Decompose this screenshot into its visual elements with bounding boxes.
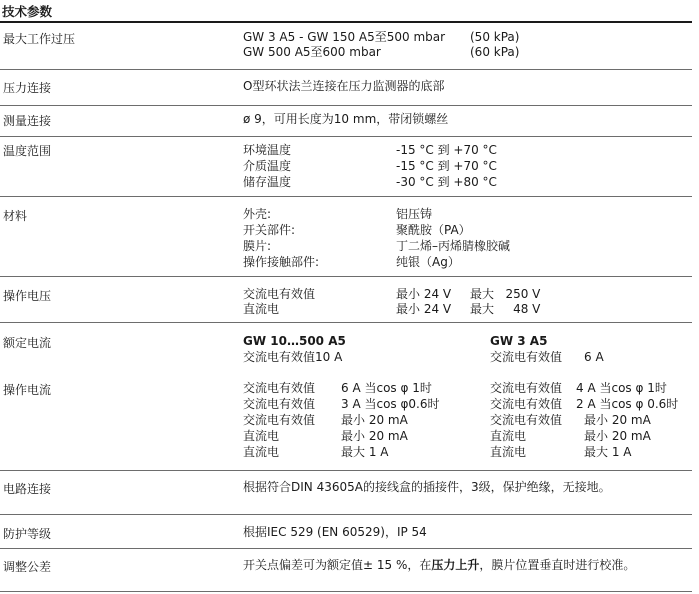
row-rated-current (0, 322, 692, 372)
row-label: 操作电流 (3, 383, 52, 397)
material-name-1: 外壳: (243, 207, 272, 221)
opcurrent-left-value-4: 最小 20 mA (341, 429, 408, 443)
row-pressure-connection (0, 69, 692, 106)
section-title: 技术参数 (2, 4, 53, 19)
voltage-max-2: 最大 48 V (470, 302, 541, 316)
opcurrent-right-value-3: 最小 20 mA (584, 413, 651, 427)
row-value: 根据IEC 529 (EN 60529)，IP 54 (243, 525, 427, 539)
row-label: 最大工作过压 (3, 32, 76, 46)
opcurrent-right-name-4: 直流电 (490, 429, 527, 443)
row-operating-current (0, 371, 692, 470)
material-value-3: 丁二烯–丙烯腈橡胶碱 (396, 239, 511, 253)
opcurrent-right-name-2: 交流电有效值 (490, 397, 563, 411)
row-operating-voltage (0, 276, 692, 323)
row-label: 材料 (3, 209, 28, 223)
opcurrent-left-name-2: 交流电有效值 (243, 397, 316, 411)
row-label: 操作电压 (3, 289, 52, 303)
pressure-line-1-kpa: (50 kPa) (470, 30, 520, 44)
bottom-rule (0, 591, 692, 592)
opcurrent-right-value-2: 2 A 当cos φ 0.6时 (576, 397, 679, 411)
rated-value-2: 6 A (584, 350, 604, 364)
opcurrent-right-value-5: 最大 1 A (584, 445, 632, 459)
opcurrent-left-value-3: 最小 20 mA (341, 413, 408, 427)
row-label: 额定电流 (3, 336, 52, 350)
temp-name-1: 环境温度 (243, 143, 292, 157)
row-value: ø 9，可用长度为10 mm，带闭锁螺丝 (243, 112, 449, 126)
material-name-4: 操作接触部件: (243, 255, 320, 269)
row-adjustment-tolerance (0, 548, 692, 592)
opcurrent-left-value-5: 最大 1 A (341, 445, 389, 459)
temp-value-1: -15 °C 到 +70 °C (396, 143, 497, 157)
row-circuit-connection (0, 470, 692, 515)
opcurrent-left-name-3: 交流电有效值 (243, 413, 316, 427)
voltage-name-1: 交流电有效值 (243, 287, 316, 301)
pressure-line-2: GW 500 A5至600 mbar (243, 45, 381, 59)
row-label: 电路连接 (3, 482, 52, 496)
rated-heading-1: GW 10…500 A5 (243, 334, 346, 348)
material-name-2: 开关部件: (243, 223, 296, 237)
row-label: 温度范围 (3, 144, 52, 158)
opcurrent-right-value-1: 4 A 当cos φ 1时 (576, 381, 667, 395)
row-label: 测量连接 (3, 114, 52, 128)
row-protection-class (0, 514, 692, 549)
row-measurement-connection (0, 105, 692, 137)
material-name-3: 膜片: (243, 239, 272, 253)
opcurrent-right-value-4: 最小 20 mA (584, 429, 651, 443)
row-label: 压力连接 (3, 81, 52, 95)
voltage-max-1: 最大 250 V (470, 287, 541, 301)
row-label: 防护等级 (3, 527, 52, 541)
temp-name-2: 介质温度 (243, 159, 292, 173)
voltage-min-1: 最小 24 V (396, 287, 452, 301)
temp-value-3: -30 °C 到 +80 °C (396, 175, 497, 189)
row-label: 调整公差 (3, 560, 52, 574)
opcurrent-left-name-1: 交流电有效值 (243, 381, 316, 395)
tolerance-text-start: 开关点偏差可为额定值± 15 %，在 (243, 558, 432, 572)
voltage-min-2: 最小 24 V (396, 302, 452, 316)
row-max-pressure (0, 23, 692, 69)
opcurrent-right-name-3: 交流电有效值 (490, 413, 563, 427)
material-value-2: 聚酰胺（PA） (396, 223, 471, 237)
opcurrent-left-value-2: 3 A 当cos φ0.6时 (341, 397, 440, 411)
rated-value-1: 交流电有效值10 A (243, 350, 343, 364)
temp-value-2: -15 °C 到 +70 °C (396, 159, 497, 173)
opcurrent-right-name-5: 直流电 (490, 445, 527, 459)
opcurrent-left-name-4: 直流电 (243, 429, 280, 443)
tolerance-text-end: ，膜片位置垂直时进行校准。 (479, 558, 636, 572)
row-value: 根据符合DIN 43605A的接线盒的插接件，3级，保护绝缘，无接地。 (243, 480, 611, 494)
opcurrent-left-value-1: 6 A 当cos φ 1时 (341, 381, 432, 395)
row-value: O型环状法兰连接在压力监测器的底部 (243, 79, 445, 93)
rated-heading-2: GW 3 A5 (490, 334, 548, 348)
row-material (0, 196, 692, 277)
tolerance-emphasis: 压力上升 (431, 558, 480, 572)
opcurrent-left-name-5: 直流电 (243, 445, 280, 459)
temp-name-3: 储存温度 (243, 175, 292, 189)
material-value-1: 铝压铸 (396, 207, 433, 221)
rated-name-2: 交流电有效值 (490, 350, 563, 364)
voltage-name-2: 直流电 (243, 302, 280, 316)
row-temperature-range (0, 136, 692, 197)
pressure-line-2-kpa: (60 kPa) (470, 45, 520, 59)
opcurrent-right-name-1: 交流电有效值 (490, 381, 563, 395)
row-value (243, 557, 635, 573)
pressure-line-1: GW 3 A5 - GW 150 A5至500 mbar (243, 30, 446, 44)
material-value-4: 纯银（Ag） (396, 255, 460, 269)
